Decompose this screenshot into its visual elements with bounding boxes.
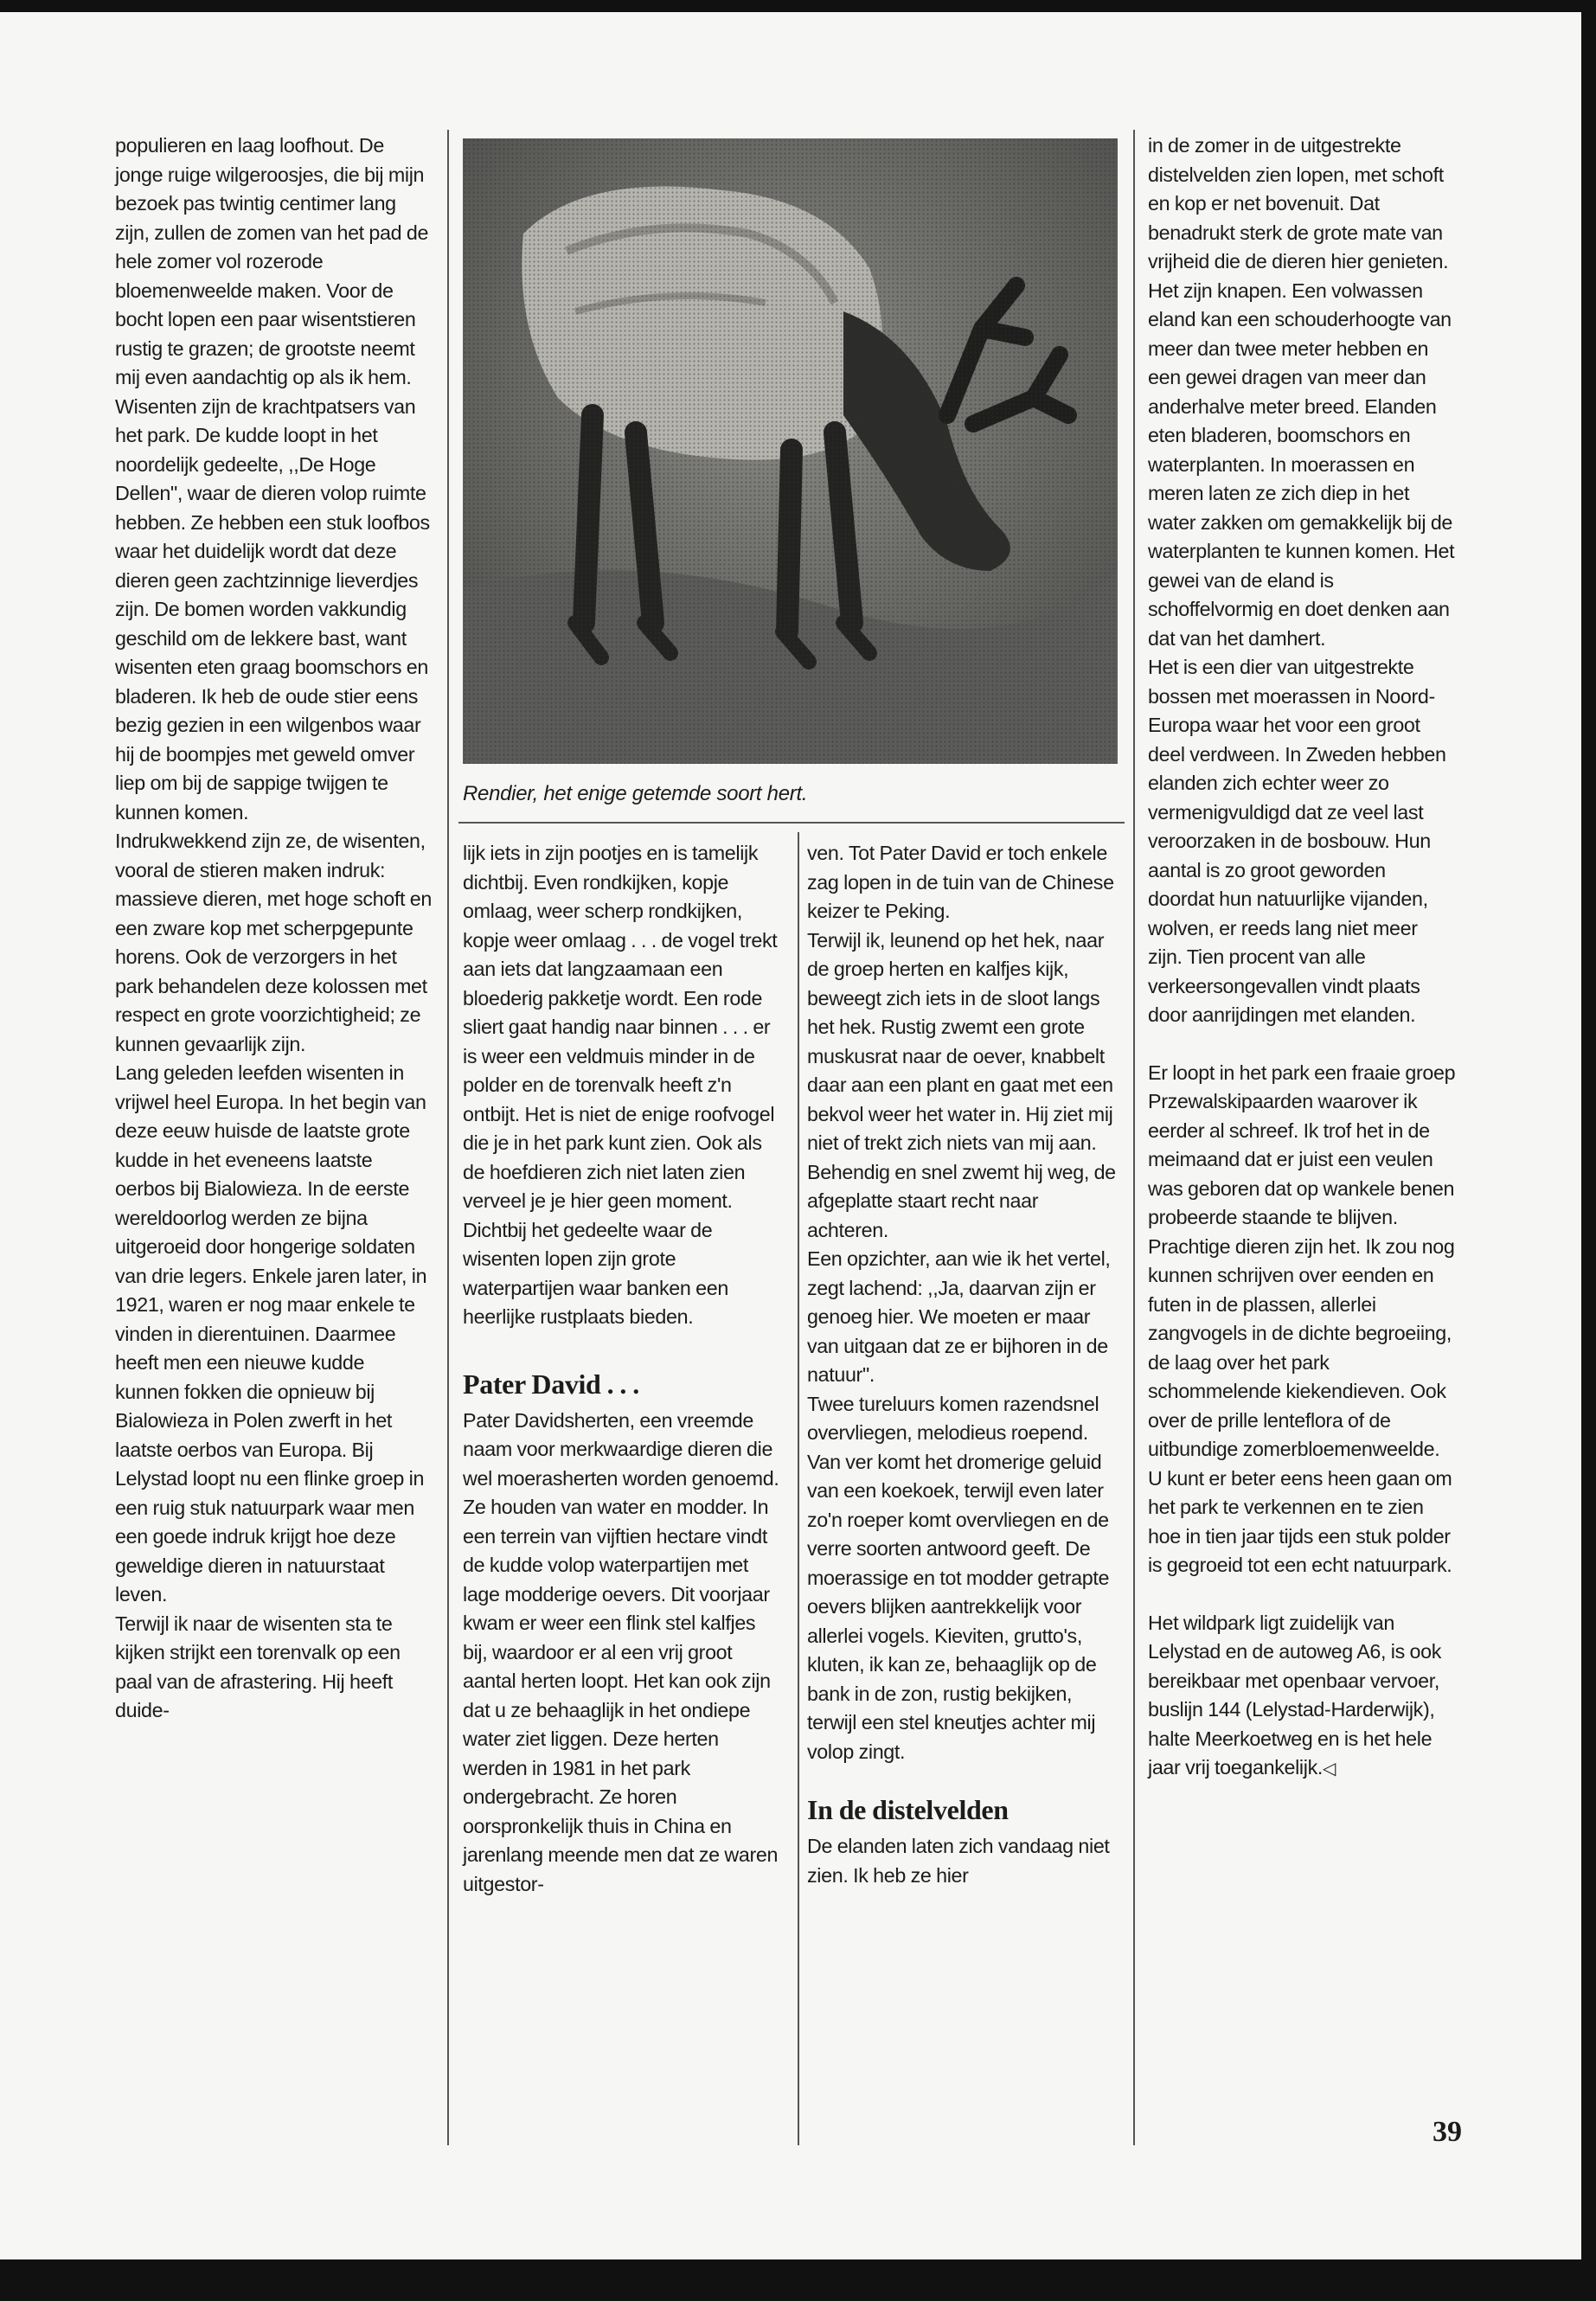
section-heading-distelvelden: In de distelvelden — [807, 1794, 1009, 1825]
column-1 — [115, 131, 433, 1726]
column-rule — [447, 130, 449, 2145]
paragraph: Lang geleden leefden wisenten in vrijwel heel Europa. In het begin van deze eeuw huisde de laatste grote kudde in het eveneens laatste oerbos bij Bialowieza. In de eerste wereldoorlog werden ze bijna uitgeroeid door hongerige soldaten van drie legers. Enkele jaren later, in 1921, waren er nog maar enkele te vinden in dierentuinen. Daarmee heeft men een nieuwe kudde kunnen fokken die opnieuw bij Bialowieza in Polen zwerft in het laatste oerbos van Europa. Bij Lelystad loopt nu een flinke groep in een ruig stuk natuurpark waar men een goede indruk krijgt hoe deze geweldige dieren in natuurstaat leven. — [115, 1061, 427, 1606]
paragraph: Terwijl ik, leunend op het hek, naar de groep herten en kalfjes kijk, beweegt zich iets in de sloot langs het hek. Rustig zwemt een grote muskusrat naar de oever, knabbelt daar aan een plant en gaat met een bekvol weer het water in. Hij ziet mij niet of trekt zich niets van mij aan. Behendig en snel zwemt hij weg, de afgeplatte staart recht naar achteren. — [807, 928, 1116, 1241]
column-3 — [807, 839, 1121, 1890]
scan-border-right — [1581, 0, 1596, 2301]
paragraph: Het is een dier van uitgestrekte bossen met moerassen in Noord-Europa waar het voor een groot deel verdween. In Zweden hebben elanden zich echter weer zo vermenigvuldigd dat ze veel last veroorzaken in de bosbouw. Hun aantal is zo groot geworden doordat hun natuurlijke vijanden, wolven, er reeds lang niet meer zijn. Tien procent van alle verkeersongevallen vindt plaats door aanrijdingen met elanden. — [1148, 656, 1446, 1026]
column-rule — [1133, 130, 1135, 2145]
paragraph: De elanden laten zich vandaag niet zien. Ik heb ze hier — [807, 1835, 1110, 1887]
paragraph: populieren en laag loofhout. De jonge ruige wilgeroosjes, die bij mijn bezoek pas twintig centimer lang zijn, zullen de zomen van het pad de hele zomer vol rozerode bloemenweelde maken. Voor de bocht lopen een paar wisentstieren rustig te grazen; de grootste neemt mij even aandachtig op als ik hem. — [115, 134, 429, 388]
paragraph: Twee tureluurs komen razendsnel overvliegen, melodieus roepend. Van ver komt het dromerige geluid van een koekoek, terwijl even later zo'n roeper komt overvliegen en de verre soorten antwoord geeft. De moerassige en tot modder getrapte oevers blijken aantrekkelijk voor allerlei vogels. Kieviten, grutto's, kluten, ik kan ze, behaaglijk op de bank in de zon, rustig bekijken, terwijl een stel kneutjes achter mij volop zingt. — [807, 1392, 1110, 1763]
paragraph: in de zomer in de uitgestrekte distelvelden zien lopen, met schoft en kop er net bovenuit. Dat benadrukt sterk de grote mate van vrijheid die de dieren hier genieten. Het zijn knapen. Een volwassen eland kan een schouderhoogte van meer dan twee meter hebben en een gewei dragen van meer dan anderhalve meter breed. Elanden eten bladeren, boomschors en waterplanten. In moerassen en meren laten ze zich diep in het water zakken om gemakkelijk bij de waterplanten te kunnen komen. Het gewei van de eland is schoffelvormig en doet denken aan dat van het damhert. — [1148, 134, 1455, 650]
paragraph: Er loopt in het park een fraaie groep Przewalskipaarden waarover ik eerder al schreef. Ik trof het in de meimaand dat er juist een veulen was geboren dat op wankele benen probeerde staande te blijven. Prachtige dieren zijn het. Ik zou nog kunnen schrijven over eenden en futen in de plassen, allerlei zangvogels in de dichte begroeiing, de laag over het park schommelende kiekendieven. Ook over de prille lenteflora of de uitbundige zomerbloemenweelde. U kunt er beter eens heen gaan om het park te verkennen en te zien hoe in tien jaar tijds een stuk polder is gegroeid tot een echt natuurpark. — [1148, 1061, 1456, 1576]
paragraph: Terwijl ik naar de wisenten sta te kijken strijkt een torenvalk op een paal van de afrastering. Hij heeft duide- — [115, 1612, 401, 1721]
paragraph: Wisenten zijn de krachtpatsers van het park. De kudde loopt in het noordelijk gedeelte, ,,De Hoge Dellen", waar de dieren volop ruimte hebben. Ze hebben een stuk loofbos waar het duidelijk wordt dat deze dieren geen zachtzinnige lieverdjes zijn. De bomen worden vakkundig geschild om de lekkere bast, want wisenten eten graag boomschors en bladeren. Ik heb de oude stier eens bezig gezien in een wilgenbos waar hij de boompjes met geweld omver liep om bij de sappige twijgen te kunnen komen. — [115, 394, 430, 824]
scan-border-bottom — [0, 2259, 1596, 2301]
paragraph — [1148, 1609, 1456, 1785]
paragraph: Indrukwekkend zijn ze, de wisenten, vooral de stieren maken indruk: massieve dieren, met hoge schoft en een zware kop met scherpgepunte horens. Ook de verzorgers in het park behandelen deze kolossen met respect en grote voorzichtigheid; ze kunnen gevaarlijk zijn. — [115, 830, 432, 1055]
paragraph: lijk iets in zijn pootjes en is tamelijk dichtbij. Even rondkijken, kopje omlaag, weer scherp rondkijken, kopje weer omlaag . . . de vogel trekt aan iets dat langzaamaan een bloederig pakketje wordt. Een rode sliert gaat handig naar binnen . . . er is weer een veldmuis minder in de polder en de torenvalk heeft z'n ontbijt. Het is niet de enige roofvogel die je in het park kunt zien. Ook als de hoefdieren zich niet laten zien verveel je je hier geen moment. Dichtbij het gedeelte waar de wisenten lopen zijn grote waterpartijen waar banken een heerlijke rustplaats bieden. — [463, 842, 778, 1328]
paragraph: ven. Tot Pater David er toch enkele zag lopen in de tuin van de Chinese keizer te Peking. — [807, 842, 1114, 922]
paragraph: Pater Davidsherten, een vreemde naam voor merkwaardige dieren die wel moerasherten worden genoemd. Ze houden van water en modder. In een terrein van vijftien hectare vindt de kudde volop waterpartijen met lage modderige oevers. Dit voorjaar kwam er weer een flink stel kalfjes bij, waardoor er al een vrij groot aantal herten loopt. Het kan ook zijn dat u ze behaaglijk in het ondiepe water ziet liggen. Deze herten werden in 1981 in het park ondergebracht. Ze horen oorspronkelijk thuis in China en jarenlang meende men dat ze waren uitgestor- — [463, 1408, 779, 1895]
reindeer-photo — [463, 138, 1118, 764]
column-rule — [798, 832, 799, 2145]
paragraph-text: Het wildpark ligt zuidelijk van Lelystad en de autoweg A6, is ook bereikbaar met openbaar vervoer, buslijn 144 (Lelystad-Harderwijk), halte Meerkoetweg en is het hele jaar vrij toegankelijk. — [1148, 1611, 1442, 1779]
end-of-article-icon: ◁ — [1323, 1759, 1336, 1779]
column-2 — [463, 839, 785, 1899]
photo-caption: Rendier, het enige getemde soort hert. — [463, 782, 808, 805]
page-number: 39 — [1433, 2116, 1462, 2148]
paragraph: Een opzichter, aan wie ik het vertel, zegt lachend: ,,Ja, daarvan zijn er genoeg hier. We moeten er maar van uitgaan dat ze er bijhoren in de natuur". — [807, 1247, 1111, 1386]
scan-border-top — [0, 0, 1596, 12]
caption-rule — [458, 822, 1125, 824]
column-4 — [1148, 131, 1456, 1785]
section-heading-pater-david: Pater David . . . — [463, 1368, 639, 1400]
reindeer-image — [463, 138, 1118, 764]
